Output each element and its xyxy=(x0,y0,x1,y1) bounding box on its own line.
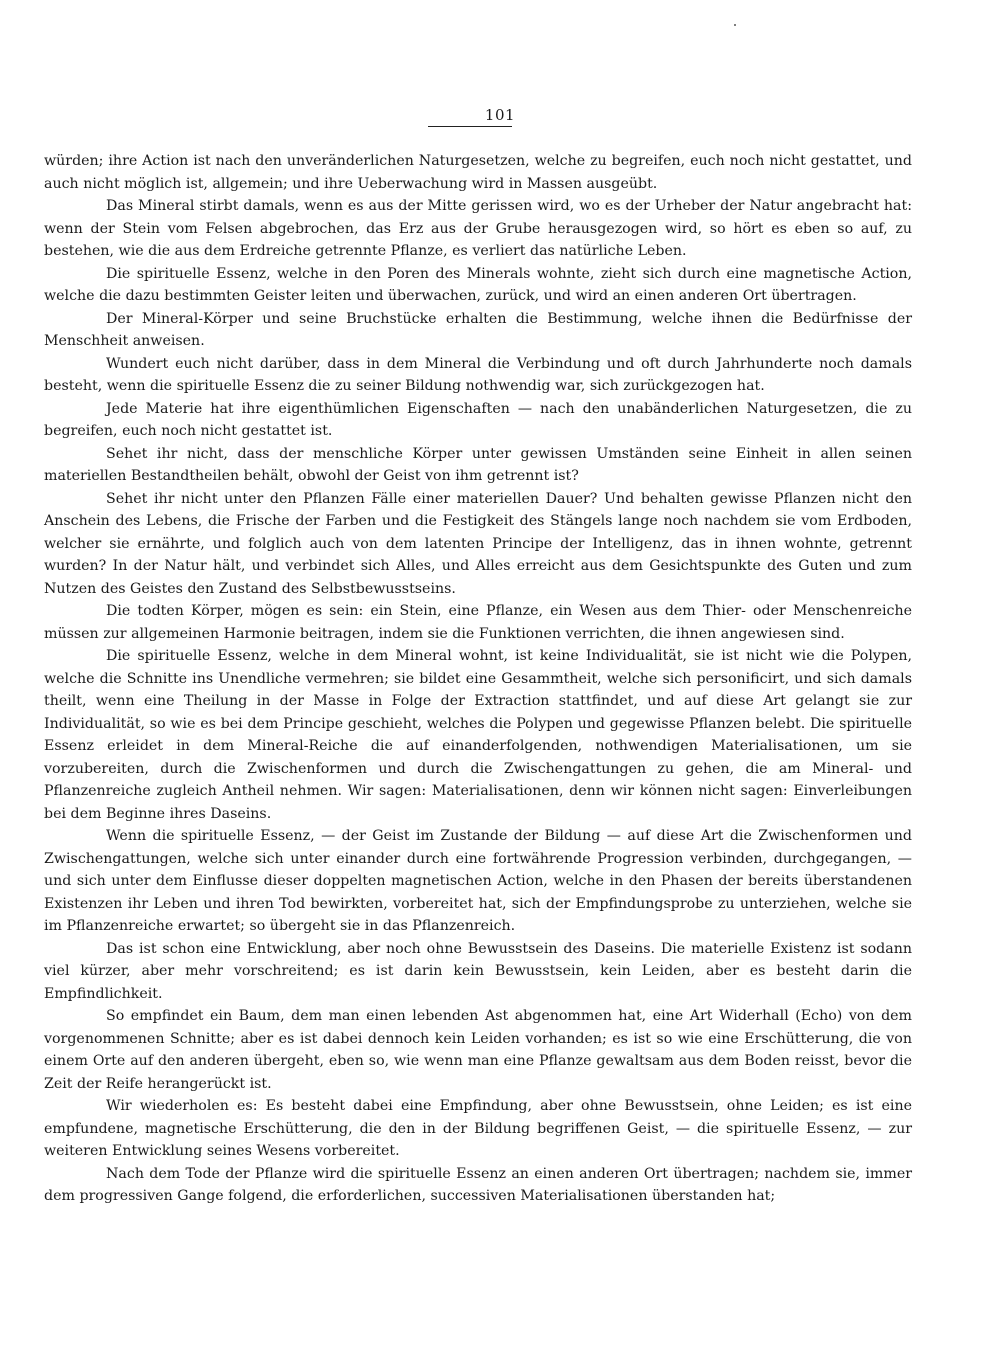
paragraph: Die todten Körper, mögen es sein: ein Stein, eine Pflanze, ein Wesen aus dem Thier- oder Menschenreiche müssen zur allgemeinen Harmonie beitragen, indem sie die Funktionen verrichten, die ihnen angewiesen sind. xyxy=(44,603,912,642)
body-text xyxy=(44,150,912,1208)
paragraph: Der Mineral-Körper und seine Bruchstücke erhalten die Bestimmung, welche ihnen die Bedürfnisse der Menschheit anweisen. xyxy=(44,310,912,349)
paragraph: würden; ihre Action ist nach den unveränderlichen Naturgesetzen, welche zu begreifen, euch noch nicht gestattet, und auch nicht möglich ist, allgemein; und ihre Ueberwachung wird in Massen ausgeübt. xyxy=(44,153,912,192)
paragraph: Nach dem Tode der Pflanze wird die spirituelle Essenz an einen anderen Ort übertragen; nachdem sie, immer dem progressiven Gange folgend, die erforderlichen, successiven Materialisationen überstanden hat; xyxy=(44,1165,912,1204)
paragraph: Die spirituelle Essenz, welche in den Poren des Minerals wohnte, zieht sich durch eine magnetische Action, welche die dazu bestimmten Geister leiten und überwachen, zurück, und wird an einen anderen Ort übertragen. xyxy=(44,265,912,304)
paragraph: Sehet ihr nicht, dass der menschliche Körper unter gewissen Umständen seine Einheit in allen seinen materiellen Bestandtheilen behält, obwohl der Geist von ihm getrennt ist? xyxy=(44,445,912,484)
header-rule xyxy=(428,126,512,127)
paragraph: Jede Materie hat ihre eigenthümlichen Eigenschaften — nach den unabänderlichen Naturgesetzen, die zu begreifen, euch noch nicht gestattet ist. xyxy=(44,400,912,439)
paragraph: Das ist schon eine Entwicklung, aber noch ohne Bewusstsein des Daseins. Die materielle Existenz ist sodann viel kürzer, aber mehr vorschreitend; es ist darin kein Bewusstsein, kein Leiden, aber es besteht darin die Empfindlichkeit. xyxy=(44,940,912,1002)
paragraph: Wundert euch nicht darüber, dass in dem Mineral die Verbindung und oft durch Jahrhunderte noch damals besteht, wenn die spirituelle Essenz die zu seiner Bildung nothwendig war, sich zurückgezogen hat. xyxy=(44,355,912,394)
paragraph: Wenn die spirituelle Essenz, — der Geist im Zustande der Bildung — auf diese Art die Zwischenformen und Zwischengattungen, welche sich unter einander durch eine fortwährende Progression verbinden, durchgegangen, — und sich unter dem Einflusse dieser doppelten magnetischen Action, welche in den Phasen der bereits überstandenen Existenzen ihr Leben und ihren Tod bewirkten, vorbereitet hat, sich der Empfindungsprobe zu unterziehen, welche sie im Pflanzenreiche erwartet; so übergeht sie in das Pflanzenreich. xyxy=(44,828,912,934)
paragraph: Sehet ihr nicht unter den Pflanzen Fälle einer materiellen Dauer? Und behalten gewisse Pflanzen nicht den Anschein des Lebens, die Frische der Farben und die Festigkeit des Stängels lange noch nachdem sie vom Erdboden, welcher sie ernährte, und folglich auch von dem latenten Principe der Intelligenz, das in ihnen wohnte, getrennt wurden? In der Natur hält, und verbindet sich Alles, und Alles erreicht aus dem Gesichtspunkte des Guten und zum Nutzen des Geistes den Zustand des Selbstbewusstseins. xyxy=(44,490,912,597)
paragraph: Das Mineral stirbt damals, wenn es aus der Mitte gerissen wird, wo es der Urheber der Natur angebracht hat: wenn der Stein vom Felsen abgebrochen, das Erz aus der Grube herausgezogen wird, so hört es eben so auf, zu bestehen, wie die aus dem Erdreiche getrennte Pflanze, es verliert das natürliche Leben. xyxy=(44,198,912,259)
page-number: 101 xyxy=(484,106,516,124)
paragraph: So empfindet ein Baum, dem man einen lebenden Ast abgenommen hat, eine Art Widerhall (Echo) von dem vorgenommenen Schnitte; aber es ist dabei dennoch kein Leiden vorhanden; es ist so wie eine Erschütterung, die von einem Orte auf den anderen übergeht, eben so, wie wenn man eine Pflanze gewaltsam aus dem Boden reisst, bevor die Zeit der Reife herangerückt ist. xyxy=(44,1008,912,1092)
paragraph: Wir wiederholen es: Es besteht dabei eine Empfindung, aber ohne Bewusstsein, ohne Leiden; es ist eine empfundene, magnetische Erschütterung, die den in der Bildung begriffenen Geist, — die spirituelle Essenz, — zur weiteren Entwicklung seines Wesens vorbereitet. xyxy=(44,1098,912,1159)
scan-speck xyxy=(734,24,736,26)
paragraph: Die spirituelle Essenz, welche in dem Mineral wohnt, ist keine Individualität, sie ist nicht wie die Polypen, welche die Schnitte ins Unendliche vermehren; sie bildet eine Gesammtheit, welche sich personificirt, und sich damals theilt, wenn eine Theilung in der Masse in Folge der Extraction stattfindet, und auf diese Art gelangt sie zur Individualität, so wie es bei dem Principe geschieht, welches die Polypen und gegewisse Pflanzen belebt. Die spirituelle Essenz erleidet in dem Mineral-Reiche die auf einanderfolgenden, nothwendigen Materialisationen, um sie vorzubereiten, durch die Zwischenformen und durch die Zwischengattungen zu gehen, die am Mineral- und Pflanzenreiche zugleich Antheil nehmen. Wir sagen: Materialisationen, denn wir können nicht sagen: Einverleibungen bei dem Beginne ihres Daseins. xyxy=(44,648,912,822)
